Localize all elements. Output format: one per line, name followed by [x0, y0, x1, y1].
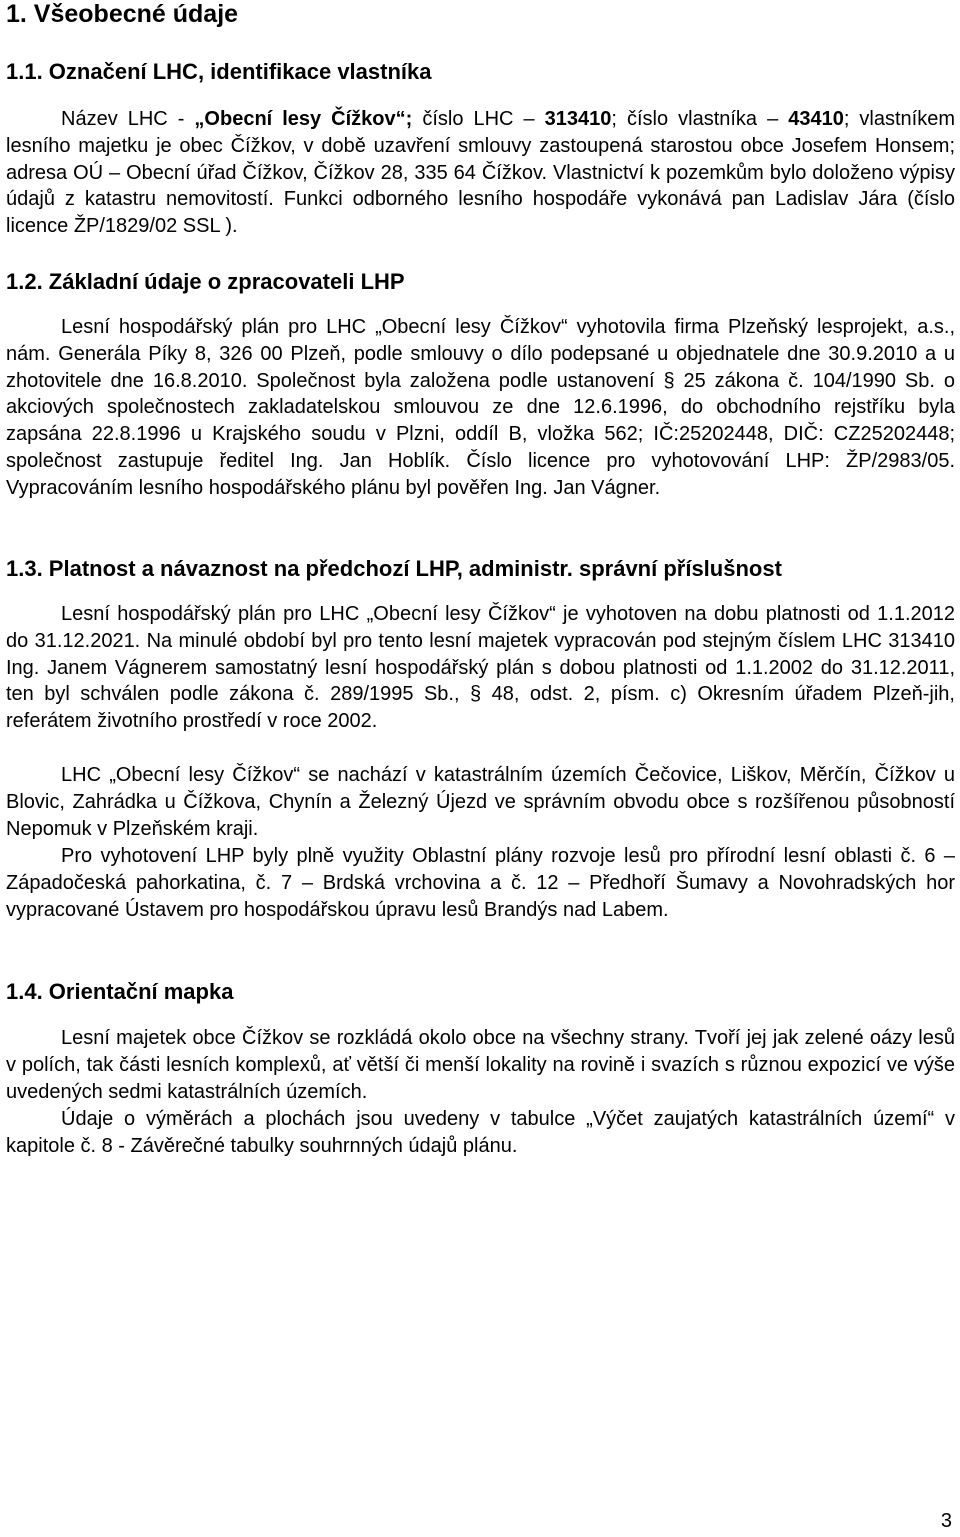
section-1-4-paragraph-1: Lesní majetek obce Čížkov se rozkládá okolo obce na všechny strany. Tvoří jej jak zelené oázy lesů v polích, tak části lesních komplexů, ať větší či menší lokality na rovině i svazích s různou expozicí ve výše uvedených sedmi katastrálních územích. — [6, 1027, 955, 1103]
section-1-3-paragraph-2: LHC „Obecní lesy Čížkov“ se nachází v katastrálním územích Čečovice, Liškov, Měrčín, Čížkov u Blovic, Zahrádka u Čížkova, Chynín a Železný Újezd ve správním obvodu obce s rozšířenou působností Nepomuk v Plzeňském kraji. — [6, 764, 955, 840]
page-number: 3 — [940, 1510, 952, 1532]
chapter-heading: 1. Všeobecné údaje — [6, 0, 239, 28]
section-1-1-paragraph: Název LHC - „Obecní lesy Čížkov“; číslo LHC – 313410; číslo vlastníka – 43410; vlastníkem lesního majetku je obec Čížkov, v době uzavření smlouvy zastoupená starostou obce Josefem Honsem; adresa OÚ – Obecní úřad Čížkov, Čížkov 28, 335 64 Čížkov. Vlastnictví k pozemkům bylo doloženo výpisy údajů z katastru nemovitostí. Funkci odborného lesního hospodáře vykonává pan Ladislav Jára (číslo licence ŽP/1829/02 SSL ). — [6, 108, 956, 238]
section-1-3-heading: 1.3. Platnost a návaznost na předchozí LHP, administr. správní příslušnost — [6, 556, 782, 581]
section-1-3-paragraph-3: Pro vyhotovení LHP byly plně využity Oblastní plány rozvoje lesů pro přírodní lesní oblasti č. 6 – Západočeská pahorkatina, č. 7 – Brdská vrchovina a č. 12 – Předhoří Šumavy a Novohradských hor vypracované Ústavem pro hospodářskou úpravu lesů Brandýs nad Labem. — [6, 845, 955, 921]
section-1-3-paragraph-1: Lesní hospodářský plán pro LHC „Obecní lesy Čížkov“ je vyhotoven na dobu platnosti od 1.1.2012 do 31.12.2021. Na minulé období byl pro tento lesní majetek vypracován pod stejným číslem LHC 313410 Ing. Janem Vágnerem samostatný lesní hospodářský plán s dobou platnosti od 1.1.2002 do 31.12.2011, ten byl schválen podle zákona č. 289/1995 Sb., § 48, odst. 2, písm. c) Okresním úřadem Plzeň-jih, referátem životního prostředí v roce 2002. — [6, 603, 955, 733]
section-1-2-heading: 1.2. Základní údaje o zpracovateli LHP — [6, 269, 405, 294]
section-1-4-heading: 1.4. Orientační mapka — [6, 979, 234, 1004]
section-1-4-paragraph-2: Údaje o výměrách a plochách jsou uvedeny v tabulce „Výčet zaujatých katastrálních území“ v kapitole č. 8 - Závěrečné tabulky souhrnných údajů plánu. — [6, 1108, 955, 1157]
section-1-1-heading: 1.1. Označení LHC, identifikace vlastníka — [6, 59, 432, 84]
section-1-2-paragraph: Lesní hospodářský plán pro LHC „Obecní lesy Čížkov“ vyhotovila firma Plzeňský lesprojekt, a.s., nám. Generála Píky 8, 326 00 Plzeň, podle smlouvy o dílo podepsané u objednatele dne 30.9.2010 a u zhotovitele dne 16.8.2010. Společnost byla založena podle ustanovení § 25 zákona č. 104/1990 Sb. o akciových společnostech zakladatelskou smlouvou ze dne 12.6.1996, do obchodního rejstříku byla zapsána 22.8.1996 u Krajského soudu v Plzni, oddíl B, vložka 562; IČ:25202448, DIČ: CZ25202448; společnost zastupuje ředitel Ing. Jan Hoblík. Číslo licence pro vyhotovování LHP: ŽP/2983/05. Vypracováním lesního hospodářského plánu byl pověřen Ing. Jan Vágner. — [6, 316, 955, 499]
